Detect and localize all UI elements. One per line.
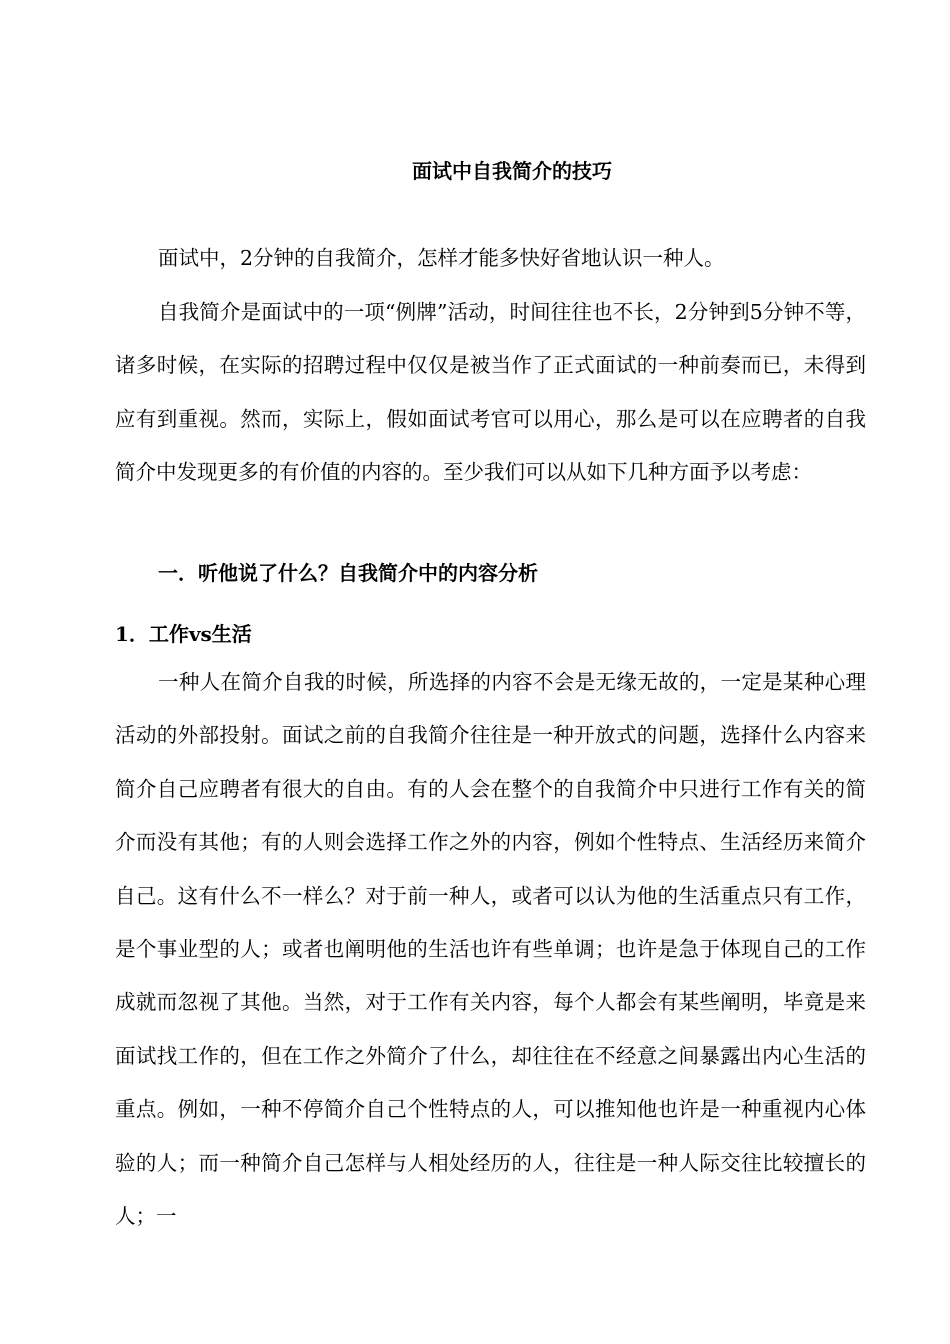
- subsection-heading: 1．工作vs生活: [115, 622, 252, 646]
- section-heading: 一．听他说了什么？自我简介中的内容分析: [158, 561, 538, 585]
- body-paragraph: 自我简介是面试中的一项“例牌”活动，时间往往也不长，2分钟到5分钟不等，诸多时候，在实际的招聘过程中仅仅是被当作了正式面试的一种前奏而已，未得到应有到重视。然而，实际上，假如面试考官可以用心，那么是可以在应聘者的自我简介中发现更多的有价值的内容的。至少我们可以从如下几种方面予以考虑：: [115, 300, 866, 485]
- intro-paragraph: 面试中，2分钟的自我简介，怎样才能多快好省地认识一种人。: [158, 246, 725, 270]
- document-title: 面试中自我简介的技巧: [412, 159, 612, 183]
- body-paragraph-2: 一种人在简介自我的时候，所选择的内容不会是无缘无故的，一定是某种心理活动的外部投射。面试之前的自我简介往往是一种开放式的问题，选择什么内容来简介自己应聘者有很大的自由。有的人会在整个的自我简介中只进行工作有关的简介而没有其他；有的人则会选择工作之外的内容，例如个性特点、生活经历来简介自己。这有什么不一样么？对于前一种人，或者可以认为他的生活重点只有工作，是个事业型的人；或者也阐明他的生活也许有些单调；也许是急于体现自己的工作成就而忽视了其他。当然，对于工作有关内容，每个人都会有某些阐明，毕竟是来面试找工作的，但在工作之外简介了什么，却往往在不经意之间暴露出内心生活的重点。例如，一种不停简介自己个性特点的人，可以推知他也许是一种重视内心体验的人；而一种简介自己怎样与人相处经历的人，往往是一种人际交往比较擅长的人；一: [115, 670, 866, 1229]
